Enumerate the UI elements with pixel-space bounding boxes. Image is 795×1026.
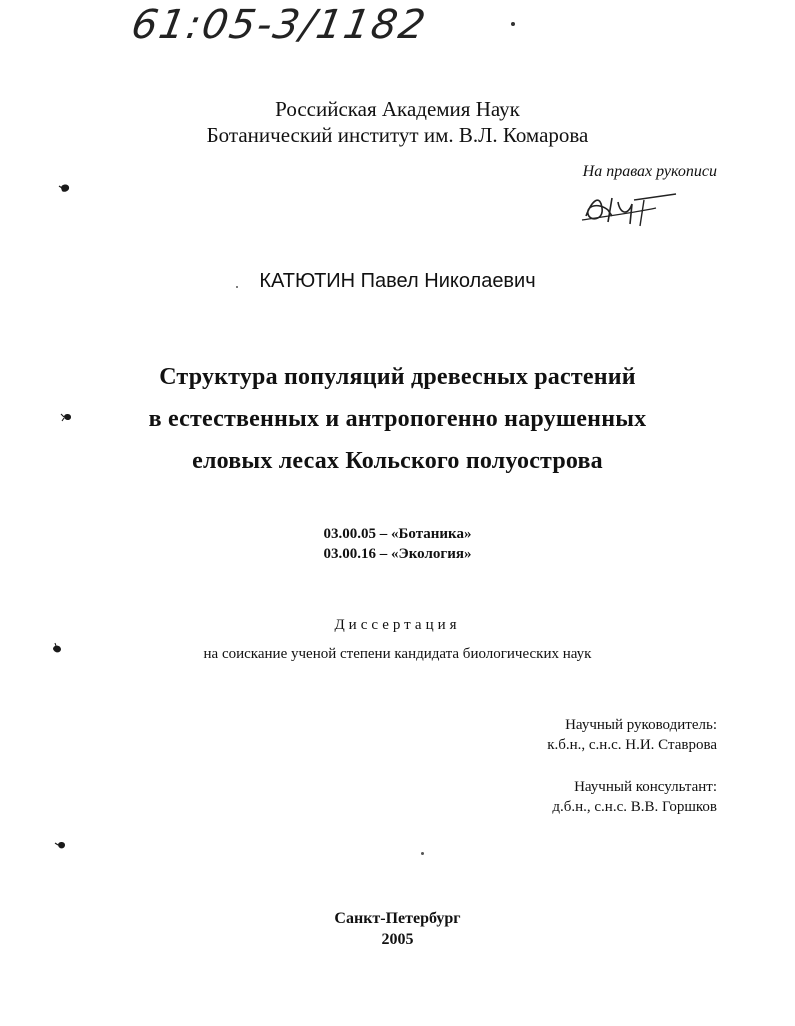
title-line-2: в естественных и антропогенно нарушенных bbox=[148, 406, 647, 432]
year: 2005 bbox=[381, 931, 414, 948]
title-line-3: еловых лесах Кольского полуострова bbox=[192, 448, 603, 474]
academy-name: Российская Академия Наук bbox=[275, 97, 520, 121]
city: Санкт-Петербург bbox=[334, 910, 461, 927]
supervisor-name: к.б.н., с.н.с. Н.И. Ставрова bbox=[547, 737, 717, 753]
dissertation-label: Диссертация bbox=[334, 617, 461, 633]
institute-name: Ботанический институт им. В.Л. Комарова bbox=[206, 123, 589, 147]
binder-hole-icon bbox=[54, 838, 68, 852]
specialty-ecology: 03.00.16 – «Экология» bbox=[323, 546, 472, 562]
consultant-label: Научный консультант: bbox=[574, 779, 717, 795]
binder-hole-icon bbox=[50, 642, 64, 656]
ink-dot bbox=[511, 22, 515, 26]
binder-hole-icon bbox=[58, 181, 72, 195]
supervisor-label: Научный руководитель: bbox=[565, 717, 717, 733]
scan-speck bbox=[421, 852, 424, 855]
consultant-name: д.б.н., с.н.с. В.В. Горшков bbox=[552, 799, 717, 815]
manuscript-rights-note: На правах рукописи bbox=[582, 163, 717, 180]
author-signature-icon bbox=[578, 186, 678, 232]
handwritten-catalog-code: 61:05-3/1182 bbox=[127, 2, 431, 48]
title-line-1: Структура популяций древесных растений bbox=[159, 364, 636, 390]
degree-description: на соискание ученой степени кандидата биологических наук bbox=[203, 646, 592, 662]
scan-speck bbox=[236, 286, 238, 288]
specialty-botany: 03.00.05 – «Ботаника» bbox=[323, 526, 472, 542]
author-name: КАТЮТИН Павел Николаевич bbox=[259, 270, 536, 292]
binder-hole-icon bbox=[60, 410, 74, 424]
